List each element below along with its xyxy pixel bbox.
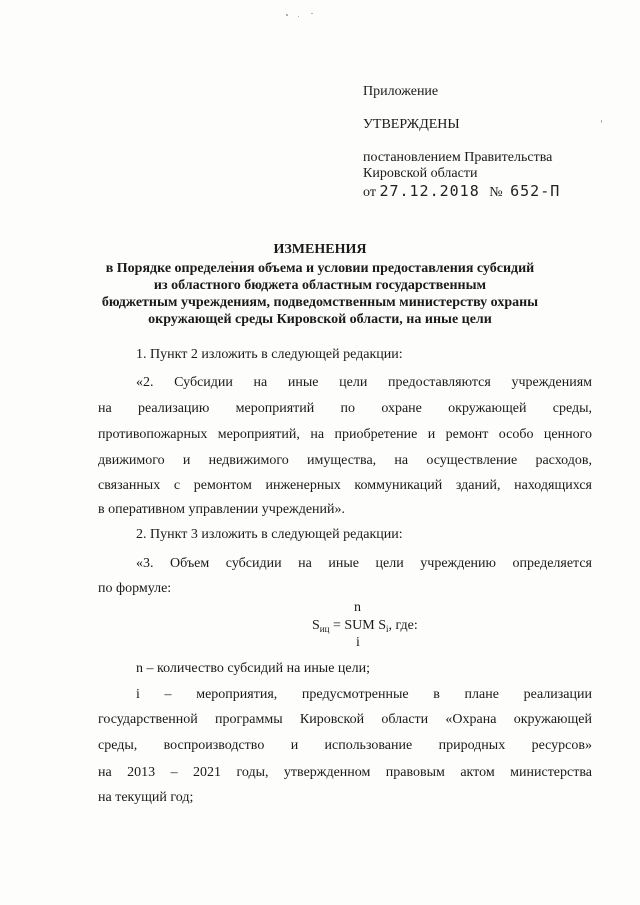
formula-equals: =: [332, 618, 341, 633]
number-sign: №: [489, 185, 503, 200]
scan-speck: [601, 120, 602, 123]
definition-i-line: i – мероприятия, предусмотренные в плане реализации: [136, 687, 592, 702]
handwritten-number: 652-П: [510, 182, 561, 200]
formula-lower-limit: i: [356, 635, 360, 650]
formula-tail: , где:: [388, 618, 418, 633]
decree-line-2: Кировской области: [363, 166, 478, 181]
title-line: окружающей среды Кировской области, на иные цели: [148, 312, 492, 327]
decree-date-line: [363, 183, 560, 201]
scan-speck: [298, 16, 299, 17]
definition-n: n – количество субсидий на иные цели;: [136, 661, 371, 676]
document-heading: ИЗМЕНЕНИЯ: [273, 242, 367, 257]
clause-3-line: по формуле:: [98, 581, 172, 596]
clause-2-line: движимого и недвижимого имущества, на осуществление расходов,: [98, 453, 592, 468]
formula-term-subscript: i: [386, 624, 389, 634]
title-line: бюджетным учреждениям, подведомственным министерству охраны: [101, 295, 539, 310]
definition-i-line: государственной программы Кировской области «Охрана окружающей: [98, 712, 592, 727]
approved-label: УТВЕРЖДЕНЫ: [363, 117, 460, 132]
paragraph-item-1: 1. Пункт 2 изложить в следующей редакции:: [136, 347, 403, 362]
title-line: в Порядке определения объема и условии предоставления субсидий: [105, 261, 535, 276]
handwritten-date: 27.12.2018: [379, 182, 480, 200]
scan-speck: [286, 14, 288, 16]
appendix-label: Приложение: [363, 84, 439, 99]
paragraph-item-2: 2. Пункт 3 изложить в следующей редакции:: [136, 527, 403, 542]
subsidy-formula: [312, 618, 418, 637]
formula-upper-limit: n: [354, 600, 361, 615]
clause-2-line: на реализацию мероприятий по охране окружающей среды,: [98, 401, 592, 416]
clause-3-line: «3. Объем субсидии на иные цели учреждению определяется: [136, 556, 592, 571]
clause-2-line: противопожарных мероприятий, на приобретение и ремонт особо ценного: [98, 427, 592, 442]
scan-speck: [311, 13, 313, 14]
formula-sum: SUM: [344, 618, 375, 633]
definition-i-line: на текущий год;: [98, 790, 194, 805]
formula-lhs: S: [312, 618, 320, 633]
formula-term: S: [378, 618, 386, 633]
definition-i-line: на 2013 – 2021 годы, утвержденном правовым актом министерства: [98, 765, 592, 780]
formula-lhs-subscript: иц: [319, 624, 330, 634]
date-prefix: от: [363, 185, 376, 200]
decree-line-1: постановлением Правительства: [363, 150, 553, 165]
clause-2-line: в оперативном управлении учреждений».: [98, 502, 346, 517]
title-line: из областного бюджета областным государственным: [153, 278, 487, 293]
clause-2-line: связанных с ремонтом инженерных коммуникаций зданий, находящихся: [98, 478, 592, 493]
definition-i-line: среды, воспроизводство и использование природных ресурсов»: [98, 738, 592, 753]
clause-2-line: «2. Субсидии на иные цели предоставляются учреждениям: [136, 375, 592, 390]
